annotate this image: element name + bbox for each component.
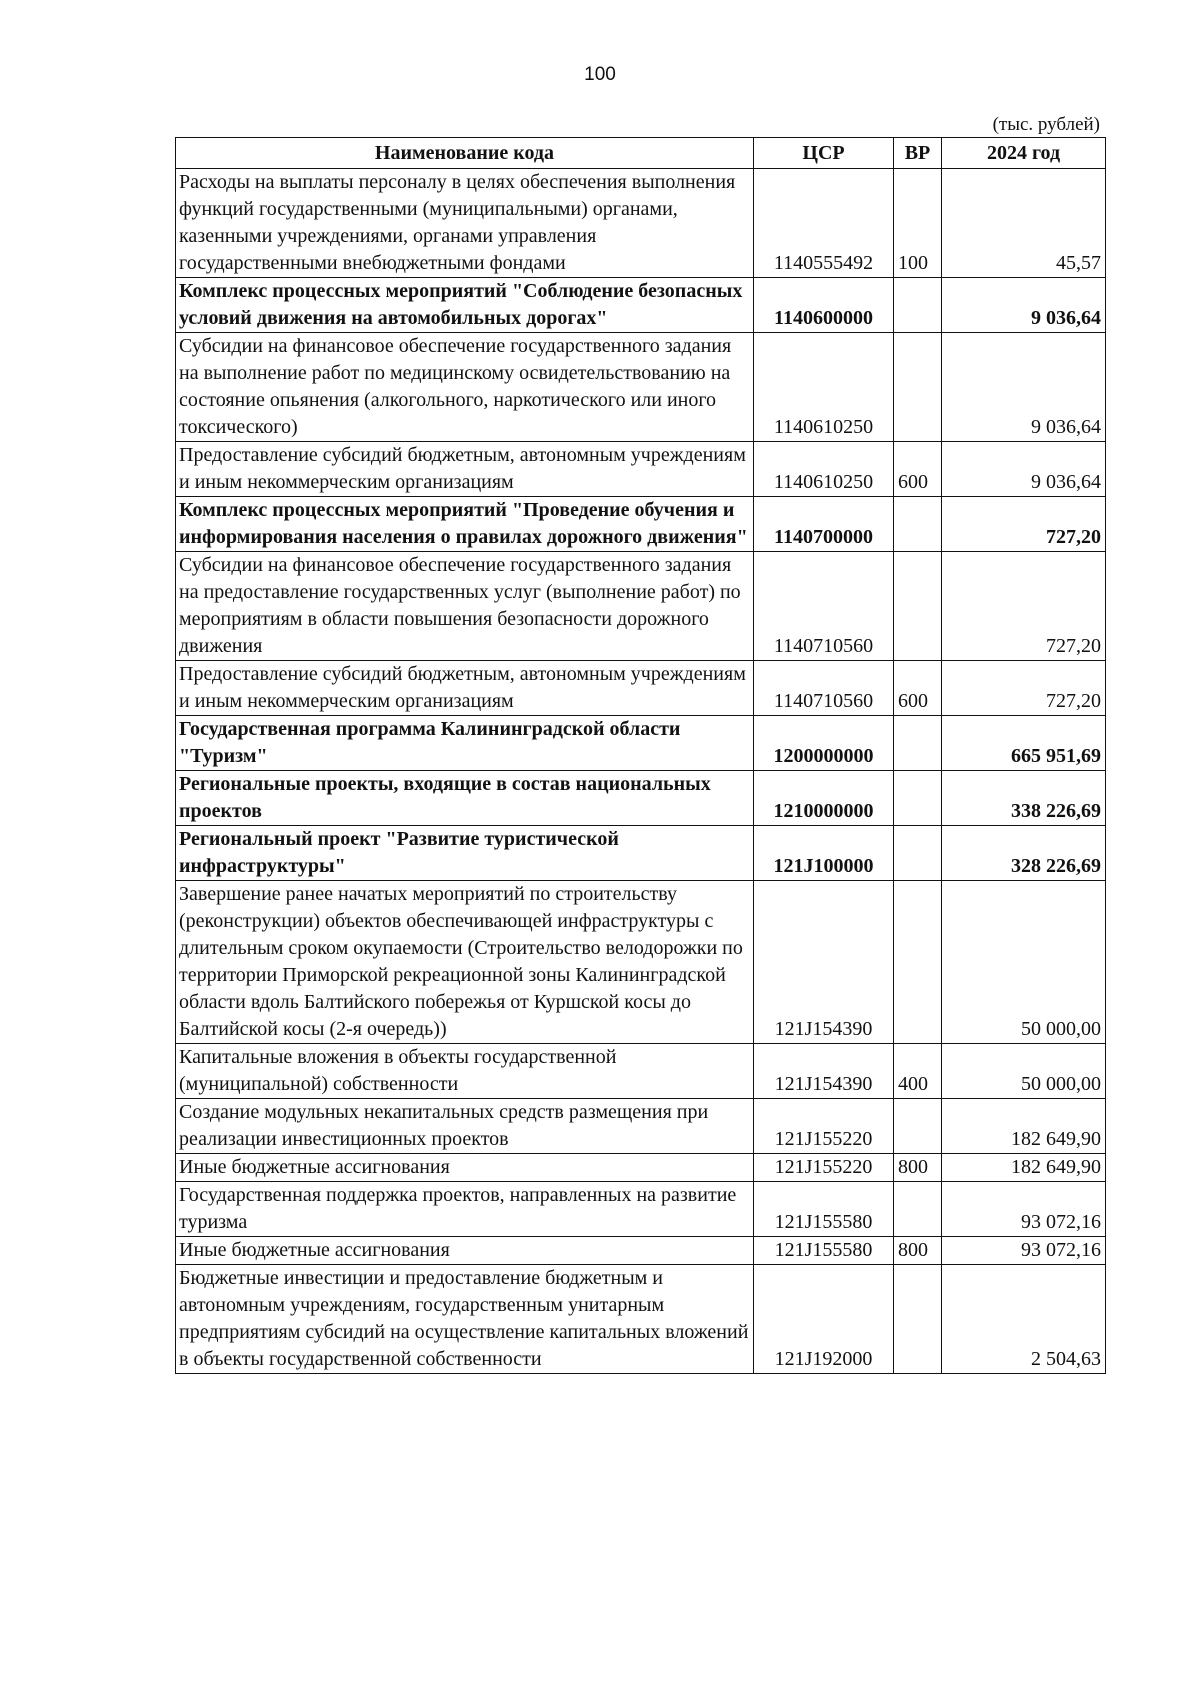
row-csr: 1140600000 — [754, 278, 894, 333]
header-year: 2024 год — [942, 138, 1106, 169]
row-csr: 121J155580 — [754, 1237, 894, 1265]
row-name: Иные бюджетные ассигнования — [176, 1237, 754, 1265]
row-name: Предоставление субсидий бюджетным, автономным учреждениям и иным некоммерческим организациям — [176, 661, 754, 716]
units-note: (тыс. рублей) — [992, 114, 1100, 135]
table-header-row — [176, 138, 1106, 169]
row-vr — [894, 881, 942, 1044]
table-row — [176, 1182, 1106, 1237]
table-row — [176, 1265, 1106, 1374]
row-name: Бюджетные инвестиции и предоставление бюджетным и автономным учреждениям, государственным унитарным предприятиям субсидий на осуществление капитальных вложений в объекты государственной собственности — [176, 1265, 754, 1374]
row-vr — [894, 771, 942, 826]
row-value: 2 504,63 — [942, 1265, 1106, 1374]
page-number: 100 — [584, 64, 616, 85]
row-name: Предоставление субсидий бюджетным, автономным учреждениям и иным некоммерческим организациям — [176, 442, 754, 497]
row-name: Субсидии на финансовое обеспечение государственного задания на выполнение работ по медицинскому освидетельствованию на состояние опьянения (алкогольного, наркотического или иного токсического) — [176, 333, 754, 442]
row-csr: 1140610250 — [754, 333, 894, 442]
row-value: 182 649,90 — [942, 1154, 1106, 1182]
header-name: Наименование кода — [176, 138, 754, 169]
header-vr: ВР — [894, 138, 942, 169]
row-name: Государственная программа Калининградской области "Туризм" — [176, 716, 754, 771]
row-vr — [894, 497, 942, 552]
table-row — [176, 826, 1106, 881]
row-csr: 1200000000 — [754, 716, 894, 771]
row-name: Комплекс процессных мероприятий "Соблюдение безопасных условий движения на автомобильных дорогах" — [176, 278, 754, 333]
row-vr: 400 — [894, 1044, 942, 1099]
row-vr: 600 — [894, 661, 942, 716]
row-value: 182 649,90 — [942, 1099, 1106, 1154]
table-row — [176, 1154, 1106, 1182]
row-value: 45,57 — [942, 169, 1106, 278]
row-csr: 121J154390 — [754, 1044, 894, 1099]
row-value: 9 036,64 — [942, 333, 1106, 442]
row-vr: 800 — [894, 1237, 942, 1265]
row-vr — [894, 826, 942, 881]
row-value: 328 226,69 — [942, 826, 1106, 881]
table-row — [176, 442, 1106, 497]
table-body — [176, 169, 1106, 1374]
table-row — [176, 333, 1106, 442]
row-name: Иные бюджетные ассигнования — [176, 1154, 754, 1182]
row-name: Государственная поддержка проектов, направленных на развитие туризма — [176, 1182, 754, 1237]
row-csr: 121J100000 — [754, 826, 894, 881]
table-row — [176, 1044, 1106, 1099]
table-row — [176, 497, 1106, 552]
table-row — [176, 1099, 1106, 1154]
row-name: Капитальные вложения в объекты государственной (муниципальной) собственности — [176, 1044, 754, 1099]
table-row — [176, 771, 1106, 826]
row-csr: 1140710560 — [754, 661, 894, 716]
row-value: 727,20 — [942, 552, 1106, 661]
row-name: Завершение ранее начатых мероприятий по строительству (реконструкции) объектов обеспечивающей инфраструктуры с длительным сроком окупаемости (Строительство велодорожки по территории Приморской рекреационной зоны Калининградской области вдоль Балтийского побережья от Куршской косы до Балтийской косы (2-я очередь)) — [176, 881, 754, 1044]
row-name: Создание модульных некапитальных средств размещения при реализации инвестиционных проектов — [176, 1099, 754, 1154]
row-value: 338 226,69 — [942, 771, 1106, 826]
row-value: 9 036,64 — [942, 442, 1106, 497]
row-value: 93 072,16 — [942, 1237, 1106, 1265]
row-vr — [894, 716, 942, 771]
row-csr: 1140700000 — [754, 497, 894, 552]
table-row — [176, 661, 1106, 716]
table-row — [176, 552, 1106, 661]
row-vr — [894, 278, 942, 333]
row-vr — [894, 1265, 942, 1374]
row-value: 50 000,00 — [942, 881, 1106, 1044]
row-csr: 1210000000 — [754, 771, 894, 826]
row-name: Субсидии на финансовое обеспечение государственного задания на предоставление государственных услуг (выполнение работ) по мероприятиям в области повышения безопасности дорожного движения — [176, 552, 754, 661]
row-name: Расходы на выплаты персоналу в целях обеспечения выполнения функций государственными (муниципальными) органами, казенными учреждениями, органами управления государственными внебюджетными фондами — [176, 169, 754, 278]
table-row — [176, 881, 1106, 1044]
row-csr: 121J155220 — [754, 1154, 894, 1182]
row-csr: 1140710560 — [754, 552, 894, 661]
row-csr: 121J155580 — [754, 1182, 894, 1237]
row-name: Региональные проекты, входящие в состав национальных проектов — [176, 771, 754, 826]
row-vr — [894, 333, 942, 442]
row-value: 727,20 — [942, 497, 1106, 552]
row-csr: 121J155220 — [754, 1099, 894, 1154]
table-row — [176, 1237, 1106, 1265]
row-value: 9 036,64 — [942, 278, 1106, 333]
row-vr — [894, 552, 942, 661]
row-vr: 600 — [894, 442, 942, 497]
row-value: 727,20 — [942, 661, 1106, 716]
row-csr: 1140610250 — [754, 442, 894, 497]
header-csr: ЦСР — [754, 138, 894, 169]
row-value: 665 951,69 — [942, 716, 1106, 771]
table-row — [176, 716, 1106, 771]
table-row — [176, 278, 1106, 333]
row-vr — [894, 1182, 942, 1237]
row-name: Комплекс процессных мероприятий "Проведение обучения и информирования населения о правилах дорожного движения" — [176, 497, 754, 552]
row-csr: 121J154390 — [754, 881, 894, 1044]
row-vr: 800 — [894, 1154, 942, 1182]
row-name: Региональный проект "Развитие туристической инфраструктуры" — [176, 826, 754, 881]
row-vr: 100 — [894, 169, 942, 278]
row-value: 50 000,00 — [942, 1044, 1106, 1099]
table-row — [176, 169, 1106, 278]
budget-table — [175, 137, 1106, 1374]
row-csr: 1140555492 — [754, 169, 894, 278]
row-csr: 121J192000 — [754, 1265, 894, 1374]
row-vr — [894, 1099, 942, 1154]
row-value: 93 072,16 — [942, 1182, 1106, 1237]
